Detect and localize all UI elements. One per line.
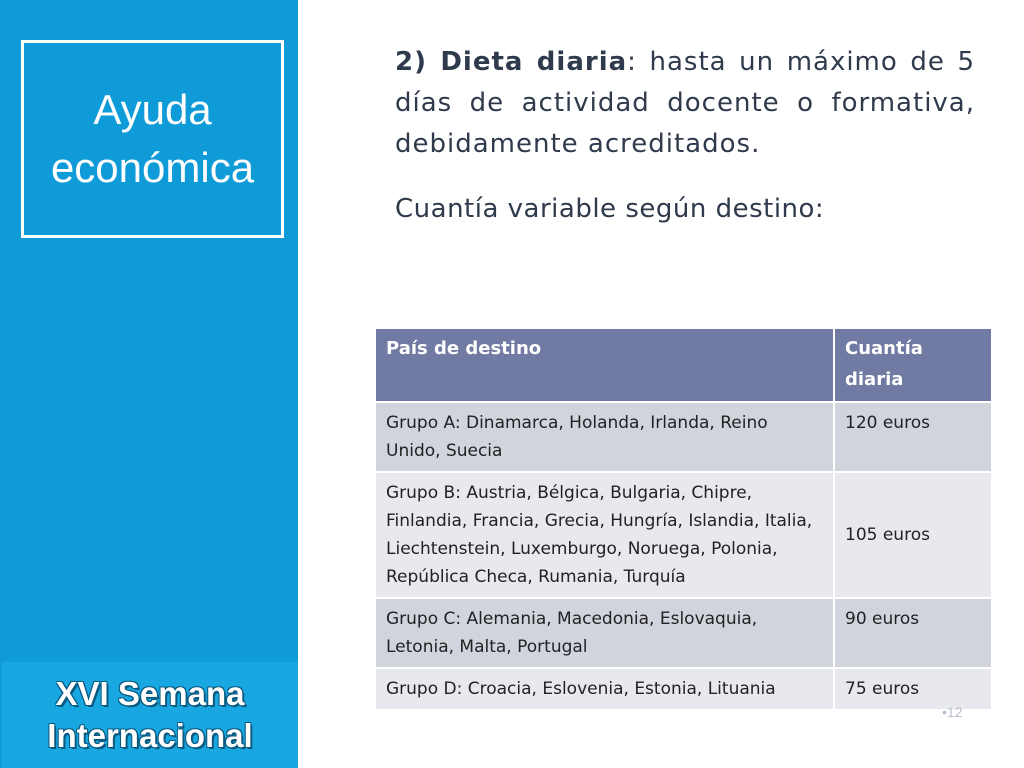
daily-allowance-heading: 2) Dieta diaria xyxy=(395,47,628,77)
event-banner-line-1: XVI Semana xyxy=(55,675,245,712)
row-countries: Grupo B: Austria, Bélgica, Bulgaria, Chipre, Finlandia, Francia, Grecia, Hungría, Islandia, Italia, Liechtenstein, Luxemburgo, Noruega, Polonia, República Checa, Rumania, Turquía xyxy=(375,472,834,598)
row-countries: Grupo D: Croacia, Eslovenia, Estonia, Lituania xyxy=(375,668,834,710)
row-amount: 90 euros xyxy=(834,598,992,668)
slide-title-line-1: Ayuda xyxy=(93,86,212,133)
sidebar xyxy=(0,0,298,768)
slide-title-line-2: económica xyxy=(50,144,255,191)
daily-allowance-paragraph xyxy=(395,42,975,165)
table-row xyxy=(375,668,992,710)
table-row xyxy=(375,472,992,598)
variable-amount-text: Cuantía variable según destino: xyxy=(395,194,825,224)
row-amount: 120 euros xyxy=(834,402,992,472)
header-daily-amount: Cuantía diaria xyxy=(834,328,992,402)
row-countries: Grupo C: Alemania, Macedonia, Eslovaquia, Letonia, Malta, Portugal xyxy=(375,598,834,668)
table-header-row xyxy=(375,328,992,402)
table-row xyxy=(375,598,992,668)
header-destination: País de destino xyxy=(375,328,834,402)
table-row xyxy=(375,402,992,472)
daily-allowance-text: : hasta un máximo de 5 días de actividad docente o formativa, debidamente acreditados. xyxy=(395,47,975,159)
row-amount: 105 euros xyxy=(834,472,992,598)
event-banner xyxy=(2,662,298,768)
page-number: •12 xyxy=(942,704,963,720)
slide-title-box xyxy=(21,40,284,238)
event-banner-line-2: Internacional xyxy=(47,717,253,754)
allowance-table xyxy=(374,327,993,711)
row-amount: 75 euros xyxy=(834,668,992,710)
row-countries: Grupo A: Dinamarca, Holanda, Irlanda, Reino Unido, Suecia xyxy=(375,402,834,472)
slide-content xyxy=(395,42,975,230)
